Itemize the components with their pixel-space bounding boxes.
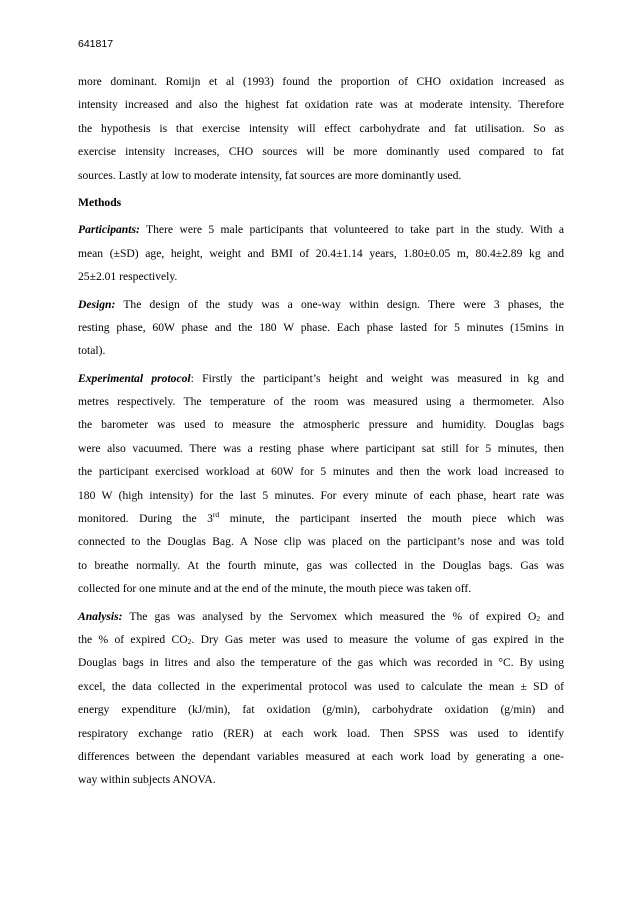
text-line	[78, 218, 564, 241]
page-header-id: 641817	[78, 38, 114, 50]
text-line: intensity increased and also the highest fat oxidation rate was at moderate intensity. Therefore	[78, 98, 564, 112]
text-line: connected to the Douglas Bag. A Nose clip was placed on the participant’s nose and was told	[78, 535, 564, 549]
text-line: way within subjects ANOVA.	[78, 773, 216, 787]
text-span: and	[540, 609, 565, 623]
text-line: differences between the dependant variables measured at each work load by generating a one-	[78, 749, 564, 763]
text-line: excel, the data collected in the experimental protocol was used to calculate the mean ± SD of	[78, 679, 564, 693]
text-line: more dominant. Romijn et al (1993) found the proportion of CHO oxidation increased as	[78, 75, 564, 88]
text-span: the % of expired CO	[78, 632, 188, 646]
text-line: mean (±SD) age, height, weight and BMI of 20.4±1.14 years, 1.80±0.05 m, 80.4±2.89 kg and	[78, 246, 564, 260]
text-line: sources. Lastly at low to moderate intensity, fat sources are more dominantly used.	[78, 168, 462, 182]
design-label: Design:	[78, 297, 116, 311]
text-span: The gas was analysed by the Servomex which measured the % of expired O	[122, 609, 537, 623]
text-span: There were 5 male participants that volunteered to take part in the study. With a	[139, 223, 564, 237]
text-line: exercise intensity increases, CHO sources will be more dominantly used compared to fat	[78, 145, 564, 159]
subscript: 2	[187, 636, 192, 646]
protocol-paragraph	[78, 367, 564, 601]
text-span: . Dry Gas meter was used to measure the volume of gas expired in the	[191, 632, 564, 646]
methods-heading: Methods	[78, 195, 122, 209]
design-paragraph	[78, 293, 564, 363]
analysis-label: Analysis:	[78, 609, 123, 623]
participants-paragraph	[78, 218, 564, 288]
text-span: The design of the study was a one-way within design. There were 3 phases, the	[115, 297, 564, 311]
text-line: collected for one minute and at the end of the minute, the mouth piece was taken off.	[78, 582, 472, 596]
text-line: were also vacuumed. There was a resting phase where participant sat still for 5 minutes, then	[78, 441, 564, 455]
text-line: Douglas bags in litres and also the temperature of the gas which was recorded in °C. By using	[78, 656, 564, 670]
text-span: monitored. During the 3	[78, 512, 213, 526]
text-span: minute, the participant inserted the mouth piece which was	[219, 512, 564, 526]
document-body	[78, 70, 564, 792]
text-line	[78, 605, 564, 628]
text-line: the barometer was used to measure the atmospheric pressure and humidity. Douglas bags	[78, 418, 564, 432]
text-line	[78, 293, 564, 316]
text-line: energy expenditure (kJ/min), fat oxidation (g/min), carbohydrate oxidation (g/min) and	[78, 703, 564, 717]
text-span: : Firstly the participant’s height and weight was measured in kg and	[190, 371, 564, 385]
intro-paragraph	[78, 70, 564, 187]
text-line: metres respectively. The temperature of the room was measured using a thermometer. Also	[78, 395, 564, 409]
text-line: the hypothesis is that exercise intensity will effect carbohydrate and fat utilisation. So as	[78, 121, 564, 135]
text-line	[78, 507, 564, 530]
text-line: 180 W (high intensity) for the last 5 minutes. For every minute of each phase, heart rate was	[78, 488, 564, 502]
text-line: total).	[78, 344, 106, 358]
text-line: the participant exercised workload at 60W for 5 minutes and then the work load increased to	[78, 465, 564, 479]
text-line: to breathe normally. At the fourth minute, gas was collected in the Douglas bags. Gas was	[78, 558, 564, 572]
text-line	[78, 628, 564, 651]
text-line: respiratory exchange ratio (RER) at each work load. Then SPSS was used to identify	[78, 726, 564, 740]
text-line: resting phase, 60W phase and the 180 W phase. Each phase lasted for 5 minutes (15mins in	[78, 320, 564, 334]
text-line	[78, 367, 564, 390]
analysis-paragraph	[78, 605, 564, 792]
text-line: 25±2.01 respectively.	[78, 270, 178, 284]
protocol-label: Experimental protocol	[78, 371, 191, 385]
participants-label: Participants:	[78, 223, 140, 237]
subscript: 2	[536, 613, 541, 623]
ordinal-superscript: rd	[212, 510, 220, 520]
